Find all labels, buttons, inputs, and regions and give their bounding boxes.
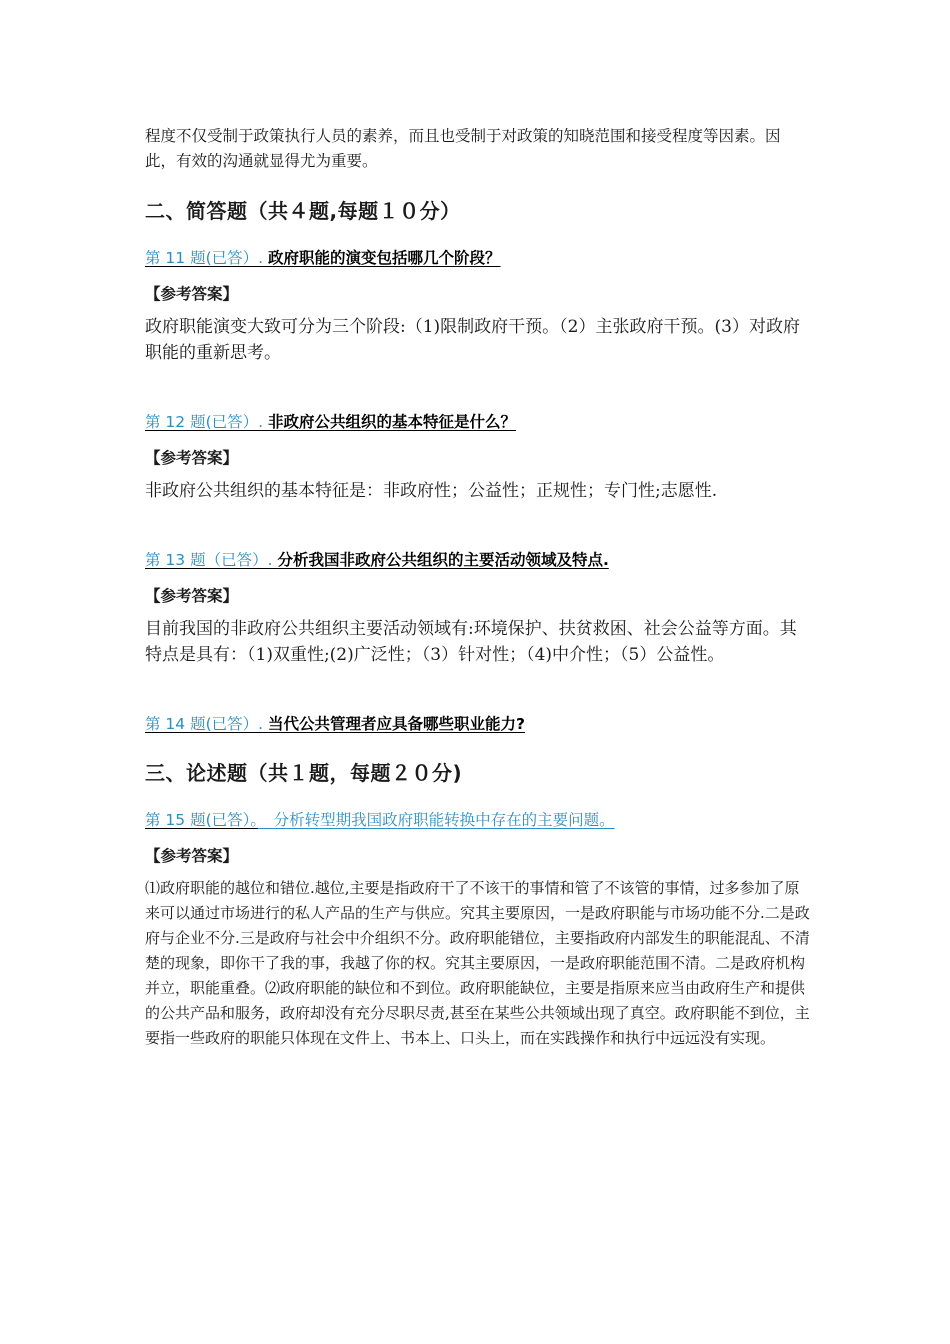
question-13-number[interactable]: 第 13 题（已答）. — [145, 551, 278, 569]
reference-answer-label: 【参考答案】 — [145, 587, 239, 605]
question-11[interactable] — [145, 246, 810, 270]
question-14-text[interactable]: 当代公共管理者应具备哪些职业能力? — [267, 715, 525, 733]
question-11-text[interactable]: 政府职能的演变包括哪几个阶段？ — [267, 249, 501, 267]
question-11-number[interactable]: 第 11 题(已答）. — [145, 249, 268, 267]
question-15[interactable] — [145, 808, 810, 832]
question-15-number[interactable]: 第 15 题(已答）。 — [145, 811, 259, 829]
question-13[interactable] — [145, 548, 810, 572]
question-12-answer: 非政府公共组织的基本特征是：非政府性；公益性；正规性；专门性;志愿性. — [145, 481, 718, 501]
reference-answer-label: 【参考答案】 — [145, 449, 239, 467]
question-12-number[interactable]: 第 12 题(已答）. — [145, 413, 268, 431]
question-13-answer: 目前我国的非政府公共组织主要活动领域有:环境保护、扶贫救困、社会公益等方面。其特点是具有：（1)双重性;(2)广泛性；（3）针对性；（4)中介性；（5）公益性。 — [145, 619, 797, 665]
question-12-text[interactable]: 非政府公共组织的基本特征是什么？ — [267, 413, 516, 431]
section3-title: 三、论述题（共１题，每题２０分) — [145, 761, 463, 785]
question-14[interactable] — [145, 712, 810, 736]
question-14-number[interactable]: 第 14 题(已答）. — [145, 715, 268, 733]
question-15-answer: ⑴政府职能的越位和错位.越位,主要是指政府干了不该干的事情和管了不该管的事情，过多参加了原来可以通过市场进行的私人产品的生产与供应。究其主要原因，一是政府职能与市场功能不分.二是政府与企业不分.三是政府与社会中介组织不分。政府职能错位，主要指政府内部发生的职能混乱、不清楚的现象，即你干了我的事，我越了你的权。究其主要原因，一是政府职能范围不清。二是政府机构并立，职能重叠。⑵政府职能的缺位和不到位。政府职能缺位，主要是指原来应当由政府生产和提供的公共产品和服务，政府却没有充分尽职尽责,甚至在某些公共领域出现了真空。政府职能不到位，主要指一些政府的职能只体现在文件上、书本上、口头上，而在实践操作和执行中远远没有实现。 — [145, 879, 810, 1047]
intro-paragraph: 程度不仅受制于政策执行人员的素养，而且也受制于对政策的知晓范围和接受程度等因素。因此，有效的沟通就显得尤为重要。 — [145, 127, 781, 170]
question-13-text[interactable]: 分析我国非政府公共组织的主要活动领域及特点. — [277, 551, 609, 569]
question-15-text[interactable]: 分析转型期我国政府职能转换中存在的主要问题。 — [258, 811, 615, 829]
question-11-answer: 政府职能演变大致可分为三个阶段:（1)限制政府干预。（2）主张政府干预。(3）对政府职能的重新思考。 — [145, 317, 800, 363]
section2-title: 二、简答题（共４题,每题１０分） — [145, 199, 461, 223]
document-page — [145, 124, 810, 1051]
question-12[interactable] — [145, 410, 810, 434]
reference-answer-label: 【参考答案】 — [145, 285, 239, 303]
reference-answer-label: 【参考答案】 — [145, 847, 239, 865]
